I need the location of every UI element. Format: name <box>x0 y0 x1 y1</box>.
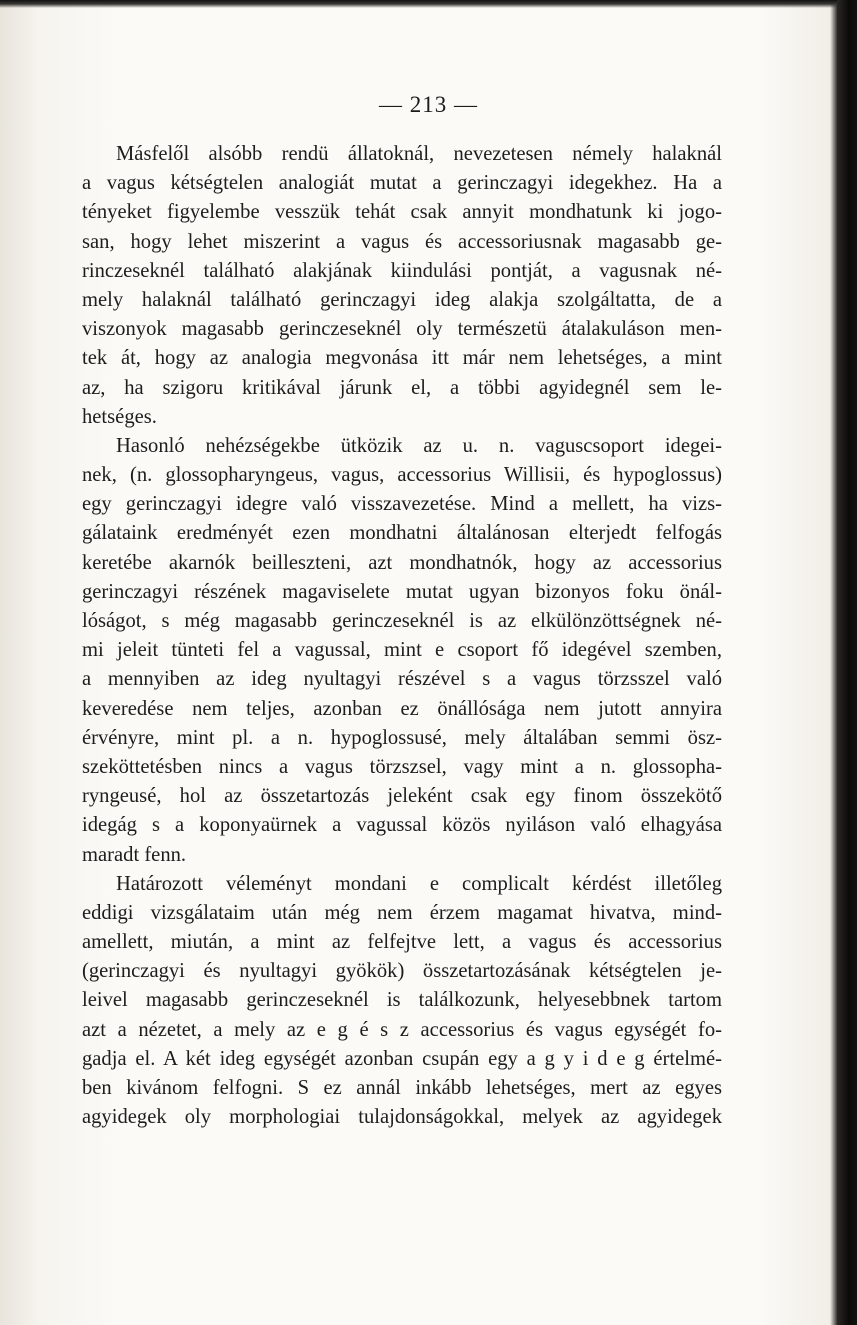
text-line: Határozott véleményt mondani e complicalt kérdést illetőleg <box>116 872 722 895</box>
page-number: — 213 — <box>379 92 478 117</box>
text-line: tek át, hogy az analogia megvonása itt már nem lehetséges, a mint <box>82 347 722 370</box>
text-line: gadja el. A két ideg egységét azonban csupán egy a g y i d e g értelmé- <box>82 1047 722 1070</box>
text-line: ben kivánom felfogni. S ez annál inkább lehetséges, mert az egyes <box>82 1077 722 1099</box>
text-line: keveredése nem teljes, azonban ez önállósága nem jutott annyira <box>82 697 722 720</box>
paragraph-1 <box>82 140 722 432</box>
text-line: amellett, miután, a mint az felfejtve lett, a vagus és accessorius <box>82 931 722 954</box>
text-line: rinczeseknél található alakjának kiindulási pontját, a vagusnak né- <box>82 259 722 282</box>
text-line: azt a nézetet, a mely az e g é s z accessorius és vagus egységét fo- <box>82 1018 722 1041</box>
text-line: nek, (n. glossopharyngeus, vagus, accessorius Willisii, és hypoglossus) <box>82 464 722 487</box>
text-line: gerinczagyi részének magaviselete mutat ugyan bizonyos foku önál- <box>82 580 722 603</box>
text-line: maradt fenn. <box>82 843 187 866</box>
text-line: szeköttetésben nincs a vagus törzszsel, vagy mint a n. glossopha- <box>82 755 722 778</box>
text-line: (gerinczagyi és nyultagyi gyökök) összetartozásának kétségtelen je- <box>82 960 722 983</box>
book-binding-edge <box>837 0 857 1325</box>
text-line: az, ha szigoru kritikával járunk el, a többi agyidegnél sem le- <box>82 376 722 399</box>
text-line: egy gerinczagyi idegre való visszavezetése. Mind a mellett, ha vizs- <box>82 493 722 516</box>
text-line: lóságot, s még magasabb gerinczeseknél is az elkülönzöttségnek né- <box>82 610 722 632</box>
paragraph-2 <box>82 432 722 870</box>
text-line: leivel magasabb gerinczeseknél is találkozunk, helyesebbnek tartom <box>82 989 722 1012</box>
text-line: san, hogy lehet miszerint a vagus és accessoriusnak magasabb ge- <box>82 230 722 253</box>
text-line: viszonyok magasabb gerinczeseknél oly természetü átalakuláson men- <box>82 318 722 341</box>
page-top-edge <box>0 0 857 8</box>
paragraph-3 <box>82 870 722 1133</box>
text-line: mi jeleit tünteti fel a vagussal, mint e csoport fő idegével szemben, <box>82 639 722 662</box>
text-line: mely halaknál található gerinczagyi ideg alakja szolgáltatta, de a <box>82 288 722 311</box>
text-line: a vagus kétségtelen analogiát mutat a gerinczagyi idegekhez. Ha a <box>82 172 722 195</box>
text-line: idegág s a koponyaürnek a vagussal közös nyiláson való elhagyása <box>82 814 722 837</box>
text-line: hetséges. <box>82 405 157 428</box>
text-line: Hasonló nehézségekbe ütközik az u. n. vaguscsoport idegei- <box>116 434 722 457</box>
text-line: a mennyiben az ideg nyultagyi részével s a vagus törzsszel való <box>82 668 722 691</box>
text-line: eddigi vizsgálataim után még nem érzem magamat hivatva, mind- <box>82 901 722 924</box>
body-text <box>82 140 722 1132</box>
text-line: tényeket figyelembe vesszük tehát csak annyit mondhatunk ki jogo- <box>82 201 722 224</box>
text-line: ryngeusé, hol az összetartozás jeleként csak egy finom összekötő <box>82 785 722 808</box>
text-line: agyidegek oly morphologiai tulajdonságokkal, melyek az agyidegek <box>82 1106 722 1129</box>
text-line: érvényre, mint pl. a n. hypoglossusé, mely általában semmi ösz- <box>82 726 722 749</box>
text-line: keretébe akarnók beilleszteni, azt mondhatnók, hogy az accessorius <box>82 551 722 574</box>
text-line: Másfelől alsóbb rendü állatoknál, nevezetesen némely halaknál <box>116 143 722 165</box>
text-line: gálataink eredményét ezen mondhatni általánosan elterjedt felfogás <box>82 522 722 545</box>
